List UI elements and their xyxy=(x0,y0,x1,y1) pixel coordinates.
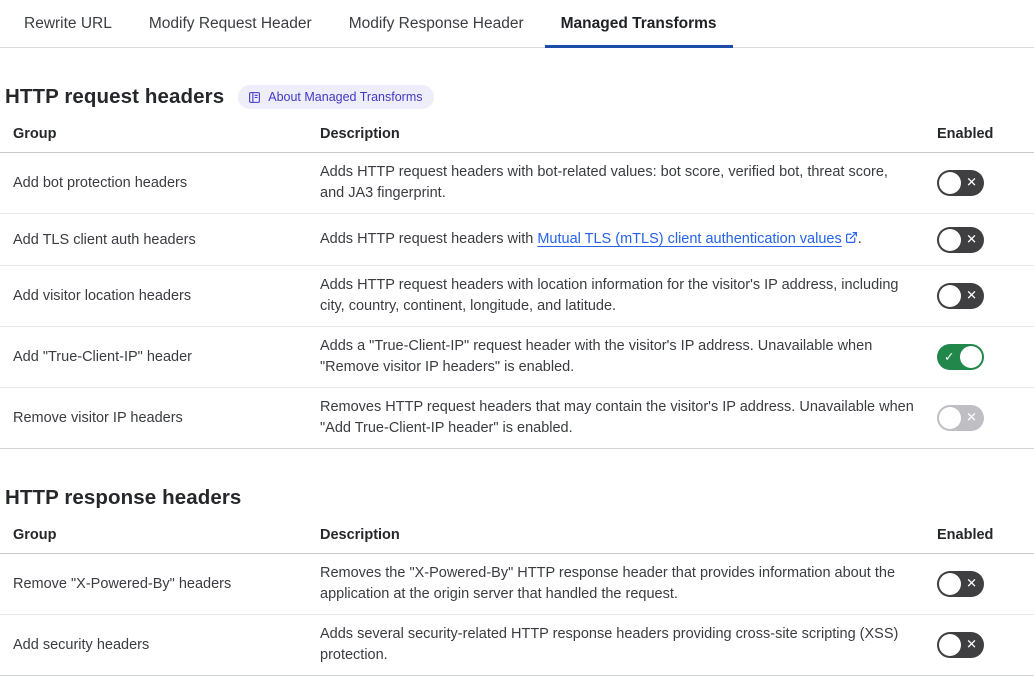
row-group-label: Add "True-Client-IP" header xyxy=(13,349,193,365)
request-table-header xyxy=(0,120,1034,153)
row-description: Adds a "True-Client-IP" request header with the visitor's IP address. Unavailable when "Remove visitor IP headers" is enabled. xyxy=(320,338,873,375)
toggle-cell xyxy=(937,632,987,658)
x-icon: ✕ xyxy=(966,175,977,191)
column-enabled: Enabled xyxy=(937,527,994,543)
column-group: Group xyxy=(13,527,57,543)
tab-rewrite-url[interactable]: Rewrite URL xyxy=(24,15,112,32)
toggle-knob xyxy=(960,346,982,368)
row-description: Removes HTTP request headers that may contain the visitor's IP address. Unavailable when "Add True-Client-IP header" is enabled. xyxy=(320,399,914,436)
tab-modify-response-header[interactable]: Modify Response Header xyxy=(348,15,524,32)
toggle-knob xyxy=(939,172,961,194)
row-group-label: Add visitor location headers xyxy=(13,288,192,304)
row-description: Adds several security-related HTTP response headers providing cross-site scripting (XSS) protection. xyxy=(320,626,899,663)
request-table-body xyxy=(0,153,1034,449)
row-group-label: Add bot protection headers xyxy=(13,175,188,191)
enabled-toggle[interactable] xyxy=(937,283,984,309)
external-link-icon xyxy=(845,231,858,244)
enabled-toggle[interactable] xyxy=(937,170,984,196)
x-icon: ✕ xyxy=(966,576,977,592)
tab-bar xyxy=(0,0,1034,48)
table-row xyxy=(0,153,1034,214)
request-section-title: HTTP request headers xyxy=(5,85,225,108)
enabled-toggle[interactable] xyxy=(937,571,984,597)
table-row xyxy=(0,615,1034,676)
book-icon xyxy=(248,91,261,104)
about-managed-transforms-badge[interactable] xyxy=(238,85,434,109)
column-group: Group xyxy=(13,126,57,142)
response-headers-section xyxy=(0,486,1034,676)
table-row xyxy=(0,388,1034,449)
column-description: Description xyxy=(320,126,400,142)
toggle-knob xyxy=(939,285,961,307)
toggle-cell xyxy=(937,344,987,370)
badge-label: About Managed Transforms xyxy=(268,90,423,104)
x-icon: ✕ xyxy=(966,288,977,304)
tab-managed-transforms[interactable]: Managed Transforms xyxy=(545,0,733,48)
row-description: Adds HTTP request headers with bot-related values: bot score, verified bot, threat score, and JA3 fingerprint. xyxy=(320,164,888,201)
column-enabled: Enabled xyxy=(937,126,994,142)
row-group-label: Remove visitor IP headers xyxy=(13,410,183,426)
table-row xyxy=(0,214,1034,266)
response-table-body xyxy=(0,554,1034,676)
enabled-toggle xyxy=(937,405,984,431)
column-description: Description xyxy=(320,527,400,543)
row-group-label: Remove "X-Powered-By" headers xyxy=(13,576,232,592)
toggle-cell xyxy=(937,283,987,309)
x-icon: ✕ xyxy=(966,637,977,653)
table-row xyxy=(0,266,1034,327)
mtls-link[interactable]: Mutual TLS (mTLS) client authentication values xyxy=(537,231,842,247)
check-icon: ✓ xyxy=(944,348,955,364)
response-section-title: HTTP response headers xyxy=(5,486,242,509)
x-icon: ✕ xyxy=(966,410,977,426)
row-description: Adds HTTP request headers with location information for the visitor's IP address, including city, country, continent, longitude, and latitude. xyxy=(320,277,899,314)
x-icon: ✕ xyxy=(966,232,977,247)
row-group-label: Add TLS client auth headers xyxy=(13,231,196,248)
enabled-toggle[interactable] xyxy=(937,632,984,658)
enabled-toggle[interactable] xyxy=(937,344,984,370)
request-headers-section xyxy=(0,85,1034,449)
table-row xyxy=(0,554,1034,615)
toggle-knob xyxy=(939,229,961,251)
toggle-cell xyxy=(937,571,987,597)
toggle-knob xyxy=(939,573,961,595)
table-row xyxy=(0,327,1034,388)
response-table-header xyxy=(0,521,1034,554)
row-description: Removes the "X-Powered-By" HTTP response header that provides information about the application at the origin server that handled the request. xyxy=(320,565,896,602)
toggle-knob xyxy=(939,407,961,429)
toggle-cell xyxy=(937,405,987,431)
toggle-cell xyxy=(937,227,987,253)
toggle-cell xyxy=(937,170,987,196)
row-description: Adds HTTP request headers with Mutual TLS (mTLS) client authentication values . xyxy=(320,231,862,247)
row-group-label: Add security headers xyxy=(13,637,150,653)
enabled-toggle[interactable] xyxy=(937,227,984,253)
tab-modify-request-header[interactable]: Modify Request Header xyxy=(148,15,312,32)
